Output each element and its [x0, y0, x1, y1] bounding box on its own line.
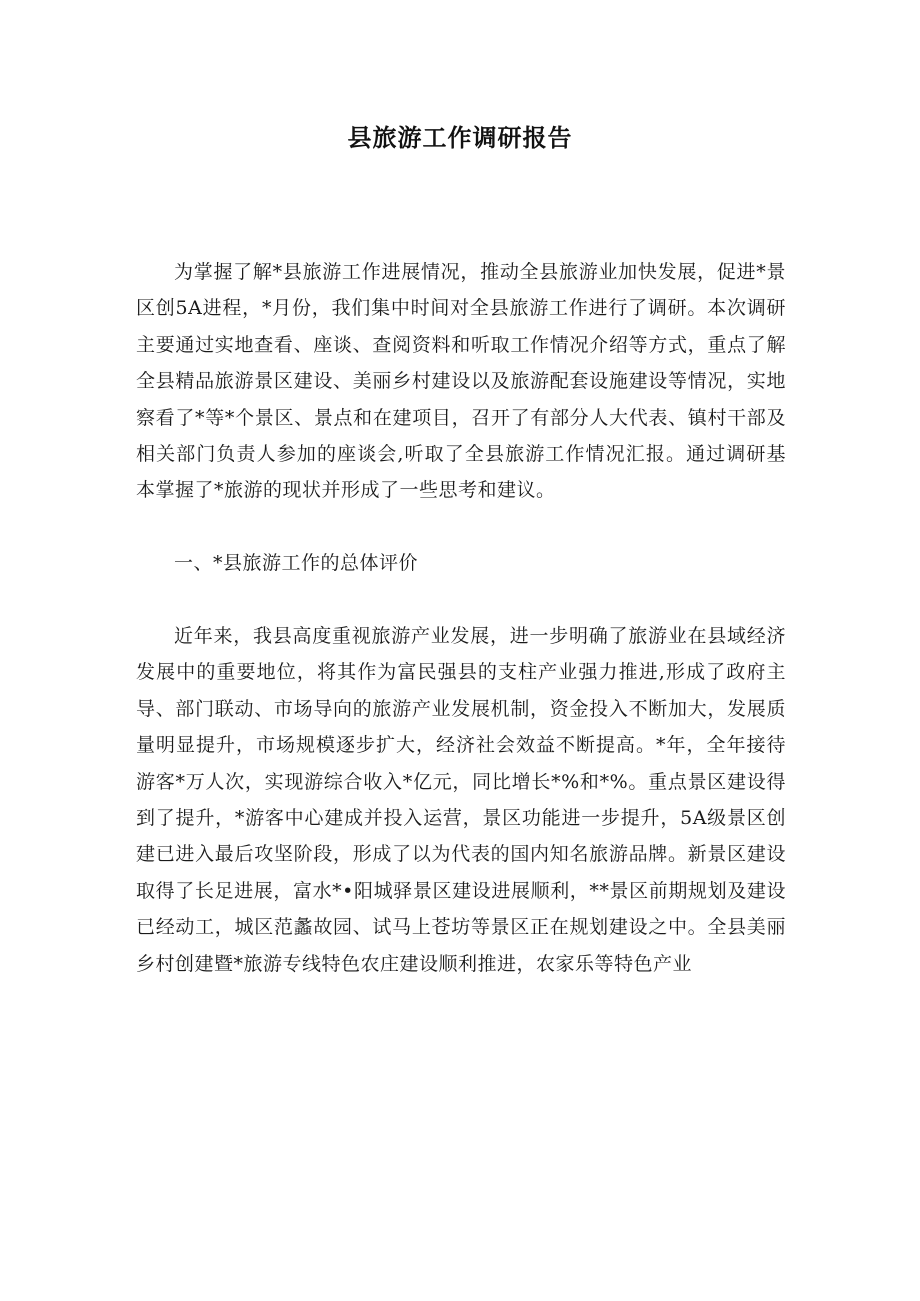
section-heading: 一、*县旅游工作的总体评价 [174, 552, 419, 575]
document-title: 县旅游工作调研报告 [347, 124, 573, 152]
document-body [136, 254, 786, 982]
body-paragraph: 近年来，我县高度重视旅游产业发展，进一步明确了旅游业在县域经济发展中的重要地位，将其作为富民强县的支柱产业强力推进,形成了政府主导、部门联动、市场导向的旅游产业发展机制，资金投入不断加大，发展质量明显提升，市场规模逐步扩大，经济社会效益不断提高。*年，全年接待游客*万人次，实现游综合收入*亿元，同比增长*%和*%。重点景区建设得到了提升，*游客中心建成并投入运营，景区功能进一步提升，5A级景区创建已进入最后攻坚阶段，形成了以为代表的国内知名旅游品牌。新景区建设取得了长足进展，富水*•阳城驿景区建设进展顺利，**景区前期规划及建设已经动工，城区范蠡故园、试马上苍坊等景区正在规划建设之中。全县美丽乡村创建暨*旅游专线特色农庄建设顺利推进，农家乐等特色产业 [136, 625, 786, 975]
intro-paragraph: 为掌握了解*县旅游工作进展情况，推动全县旅游业加快发展，促进*景区创5A进程，*月份，我们集中时间对全县旅游工作进行了调研。本次调研主要通过实地查看、座谈、查阅资料和听取工作情况介绍等方式，重点了解全县精品旅游景区建设、美丽乡村建设以及旅游配套设施建设等情况，实地察看了*等*个景区、景点和在建项目，召开了有部分人大代表、镇村干部及相关部门负责人参加的座谈会,听取了全县旅游工作情况汇报。通过调研基本掌握了*旅游的现状并形成了一些思考和建议。 [136, 261, 786, 502]
